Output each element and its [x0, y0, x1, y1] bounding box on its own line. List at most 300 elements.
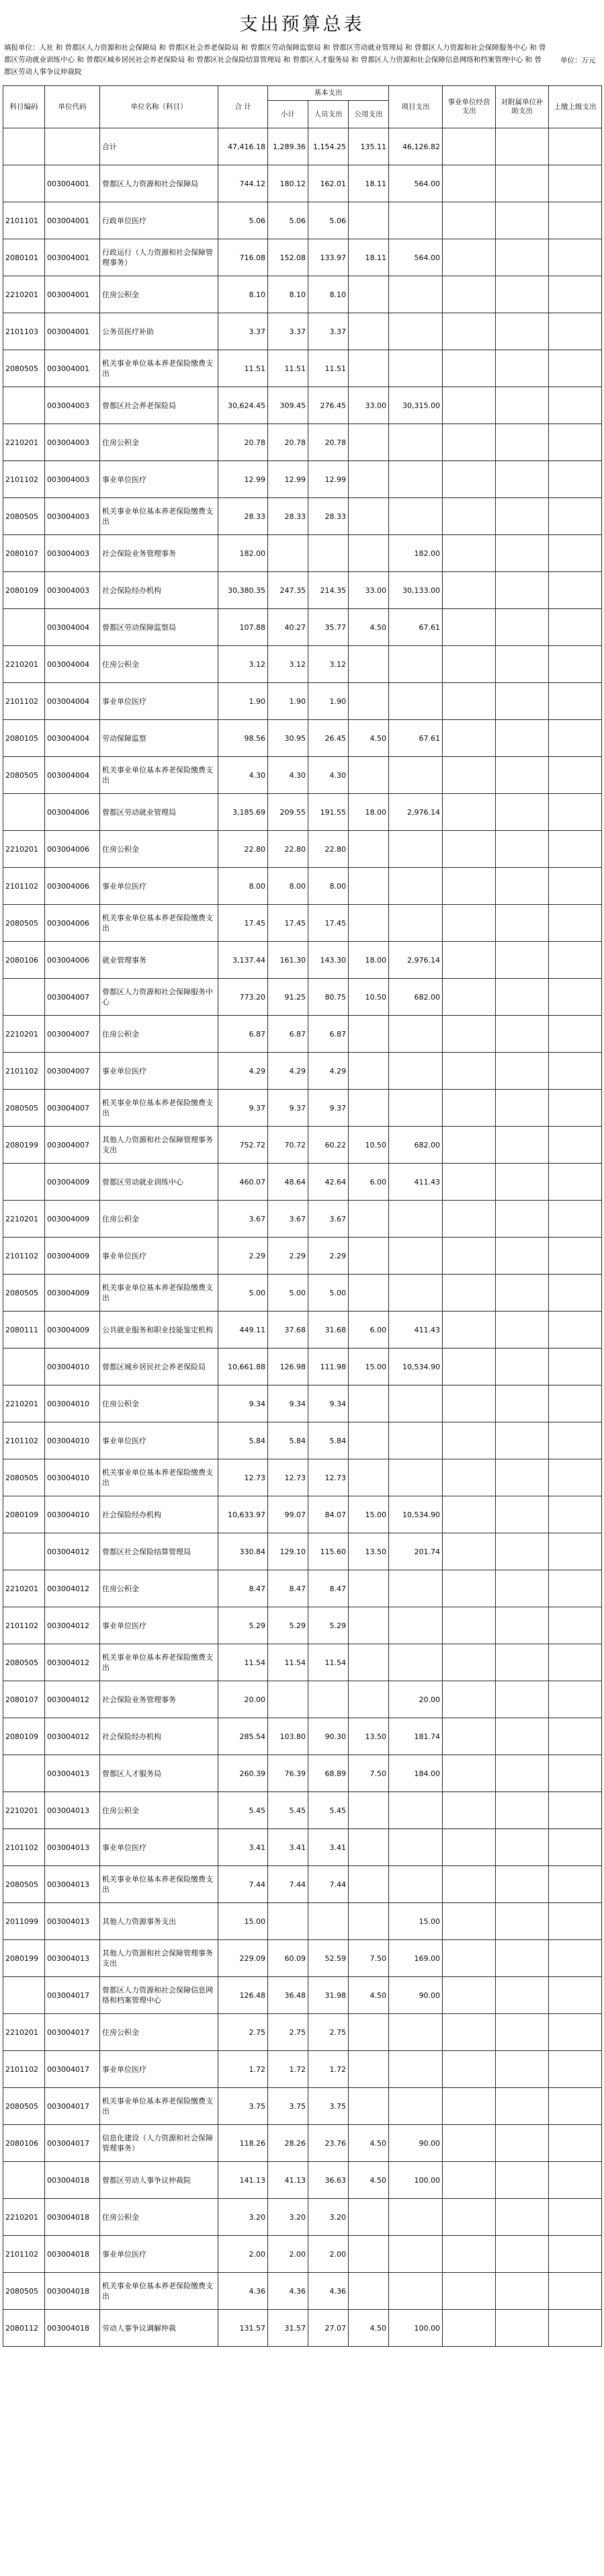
subsidy-cell: [496, 1718, 549, 1755]
table-row: [3, 1238, 602, 1275]
personnel-cell: 7.44: [308, 1866, 349, 1903]
table-row: [3, 1792, 602, 1829]
unit-name-cell: 住房公积金: [100, 646, 218, 683]
personnel-cell: 3.67: [308, 1201, 349, 1238]
business-cell: [443, 1829, 496, 1866]
unit-code-cell: 003004012: [45, 1570, 100, 1607]
upper-cell: [549, 1755, 602, 1792]
personnel-cell: 12.73: [308, 1459, 349, 1496]
table-row: [3, 1201, 602, 1238]
upper-cell: [549, 1903, 602, 1940]
public-cell: [349, 757, 389, 794]
subject-code-cell: 2210201: [3, 424, 45, 461]
upper-cell: [549, 2014, 602, 2051]
subsidy-cell: [496, 1459, 549, 1496]
subtotal-cell: 76.39: [268, 1755, 308, 1792]
business-cell: [443, 1349, 496, 1385]
unit-code-cell: 003004018: [45, 2273, 100, 2310]
header-project: 项目支出: [389, 86, 443, 128]
total-cell: 30,624.45: [218, 387, 268, 424]
total-cell: 8.47: [218, 1570, 268, 1607]
business-cell: [443, 498, 496, 535]
unit-code-cell: 003004001: [45, 239, 100, 276]
public-cell: [349, 2199, 389, 2236]
public-cell: [349, 868, 389, 905]
public-cell: [349, 1053, 389, 1090]
upper-cell: [549, 1940, 602, 1977]
unit-code-cell: 003004010: [45, 1422, 100, 1459]
project-cell: [389, 868, 443, 905]
unit-code-cell: 003004010: [45, 1349, 100, 1385]
unit-name-cell: 住房公积金: [100, 1201, 218, 1238]
unit-code-cell: 003004009: [45, 1164, 100, 1201]
public-cell: [349, 1792, 389, 1829]
business-cell: [443, 979, 496, 1016]
business-cell: [443, 2051, 496, 2088]
table-row: [3, 1349, 602, 1385]
subject-code-cell: [3, 1977, 45, 2014]
unit-name-cell: 机关事业单位基本养老保险缴费支出: [100, 1644, 218, 1681]
personnel-cell: 276.45: [308, 387, 349, 424]
public-cell: 13.50: [349, 1533, 389, 1570]
subsidy-cell: [496, 202, 549, 239]
upper-cell: [549, 1275, 602, 1312]
subtotal-cell: 37.68: [268, 1312, 308, 1349]
subsidy-cell: [496, 1422, 549, 1459]
unit-name-cell: 机关事业单位基本养老保险缴费支出: [100, 350, 218, 387]
total-cell: 8.10: [218, 276, 268, 313]
public-cell: [349, 1201, 389, 1238]
public-cell: 4.50: [349, 609, 389, 646]
header-business: 事业单位经营支出: [443, 86, 496, 128]
unit-name-cell: 住房公积金: [100, 831, 218, 868]
unit-name-cell: 社会保险经办机构: [100, 1496, 218, 1533]
business-cell: [443, 202, 496, 239]
personnel-cell: 17.45: [308, 905, 349, 942]
unit-code-cell: 003004003: [45, 387, 100, 424]
subtotal-cell: 1.90: [268, 683, 308, 720]
unit-name-cell: 住房公积金: [100, 276, 218, 313]
unit-code-cell: 003004018: [45, 2310, 100, 2347]
total-cell: 5.00: [218, 1275, 268, 1312]
business-cell: [443, 2236, 496, 2273]
total-cell: 3.67: [218, 1201, 268, 1238]
unit-name-cell: 曾都区劳动保障监察局: [100, 609, 218, 646]
personnel-cell: 22.80: [308, 831, 349, 868]
subsidy-cell: [496, 165, 549, 202]
table-row: [3, 1866, 602, 1903]
subject-code-cell: 2101102: [3, 2051, 45, 2088]
subtotal-cell: 40.27: [268, 609, 308, 646]
subject-code-cell: 2080106: [3, 2125, 45, 2162]
table-row: [3, 2162, 602, 2199]
upper-cell: [549, 128, 602, 165]
subtotal-cell: 11.54: [268, 1644, 308, 1681]
unit-code-cell: 003004006: [45, 794, 100, 831]
unit-code-cell: 003004017: [45, 1977, 100, 2014]
public-cell: 7.50: [349, 1940, 389, 1977]
subtotal-cell: 247.35: [268, 572, 308, 609]
public-cell: [349, 461, 389, 498]
subject-code-cell: 2080109: [3, 1718, 45, 1755]
project-cell: [389, 1016, 443, 1053]
total-cell: 141.13: [218, 2162, 268, 2199]
header-subsidy: 对附属单位补助支出: [496, 86, 549, 128]
total-cell: 28.33: [218, 498, 268, 535]
total-cell: 10,661.88: [218, 1349, 268, 1385]
unit-code-cell: 003004013: [45, 1866, 100, 1903]
total-cell: 131.57: [218, 2310, 268, 2347]
total-cell: 4.36: [218, 2273, 268, 2310]
project-cell: [389, 2088, 443, 2125]
total-cell: 11.51: [218, 350, 268, 387]
upper-cell: [549, 1238, 602, 1275]
unit-code-cell: 003004003: [45, 572, 100, 609]
business-cell: [443, 424, 496, 461]
table-body: [3, 128, 602, 2347]
table-row: [3, 1829, 602, 1866]
subtotal-cell: 5.45: [268, 1792, 308, 1829]
upper-cell: [549, 794, 602, 831]
unit-name-cell: 机关事业单位基本养老保险缴费支出: [100, 498, 218, 535]
total-cell: 2.00: [218, 2236, 268, 2273]
unit-label: 单位：万元: [560, 56, 596, 65]
personnel-cell: 143.30: [308, 942, 349, 979]
subtotal-cell: 8.10: [268, 276, 308, 313]
total-cell: 12.99: [218, 461, 268, 498]
project-cell: 46,126.82: [389, 128, 443, 165]
unit-name-cell: 住房公积金: [100, 424, 218, 461]
business-cell: [443, 942, 496, 979]
unit-code-cell: 003004017: [45, 2014, 100, 2051]
table-row: [3, 128, 602, 165]
unit-name-cell: 机关事业单位基本养老保险缴费支出: [100, 905, 218, 942]
unit-code-cell: 003004004: [45, 683, 100, 720]
personnel-cell: 36.63: [308, 2162, 349, 2199]
upper-cell: [549, 1312, 602, 1349]
subject-code-cell: 2101102: [3, 2236, 45, 2273]
unit-name-cell: 事业单位医疗: [100, 1829, 218, 1866]
subject-code-cell: 2080505: [3, 1866, 45, 1903]
unit-code-cell: 003004013: [45, 1829, 100, 1866]
subsidy-cell: [496, 387, 549, 424]
business-cell: [443, 720, 496, 757]
unit-name-cell: 事业单位医疗: [100, 461, 218, 498]
unit-name-cell: 机关事业单位基本养老保险缴费支出: [100, 2273, 218, 2310]
subsidy-cell: [496, 1312, 549, 1349]
upper-cell: [549, 2236, 602, 2273]
unit-code-cell: 003004012: [45, 1607, 100, 1644]
upper-cell: [549, 313, 602, 350]
project-cell: [389, 1201, 443, 1238]
personnel-cell: 191.55: [308, 794, 349, 831]
table-row: [3, 2014, 602, 2051]
subsidy-cell: [496, 1201, 549, 1238]
subject-code-cell: 2080505: [3, 1459, 45, 1496]
subtotal-cell: 91.25: [268, 979, 308, 1016]
subtotal-cell: 22.80: [268, 831, 308, 868]
public-cell: 4.50: [349, 2310, 389, 2347]
personnel-cell: 1.90: [308, 683, 349, 720]
public-cell: [349, 1238, 389, 1275]
project-cell: 90.00: [389, 2125, 443, 2162]
total-cell: 3,185.69: [218, 794, 268, 831]
project-cell: 10,534.90: [389, 1349, 443, 1385]
project-cell: 181.74: [389, 1718, 443, 1755]
total-cell: 4.29: [218, 1053, 268, 1090]
unit-code-cell: 003004009: [45, 1275, 100, 1312]
subtotal-cell: 8.00: [268, 868, 308, 905]
upper-cell: [549, 1422, 602, 1459]
upper-cell: [549, 1866, 602, 1903]
subtotal-cell: 5.29: [268, 1607, 308, 1644]
subsidy-cell: [496, 2125, 549, 2162]
subtotal-cell: 60.09: [268, 1940, 308, 1977]
public-cell: [349, 276, 389, 313]
subtotal-cell: 70.72: [268, 1127, 308, 1164]
business-cell: [443, 1792, 496, 1829]
header-subject-code: 科目编码: [3, 86, 45, 128]
table-row: [3, 646, 602, 683]
project-cell: [389, 1459, 443, 1496]
subtotal-cell: 41.13: [268, 2162, 308, 2199]
subject-code-cell: 2080505: [3, 350, 45, 387]
public-cell: [349, 424, 389, 461]
subsidy-cell: [496, 1016, 549, 1053]
unit-name-cell: 社会保险业务管理事务: [100, 1681, 218, 1718]
unit-name-cell: 行政单位医疗: [100, 202, 218, 239]
subtotal-cell: 3.67: [268, 1201, 308, 1238]
public-cell: [349, 905, 389, 942]
project-cell: [389, 1090, 443, 1127]
business-cell: [443, 609, 496, 646]
table-row: [3, 2199, 602, 2236]
subsidy-cell: [496, 1053, 549, 1090]
personnel-cell: 60.22: [308, 1127, 349, 1164]
unit-code-cell: 003004004: [45, 757, 100, 794]
table-row: [3, 1940, 602, 1977]
upper-cell: [549, 1792, 602, 1829]
unit-name-cell: 曾都区劳动人事争议仲裁院: [100, 2162, 218, 2199]
unit-name-cell: 劳动人事争议调解仲裁: [100, 2310, 218, 2347]
upper-cell: [549, 1127, 602, 1164]
project-cell: 2,976.14: [389, 942, 443, 979]
public-cell: [349, 1459, 389, 1496]
subtotal-cell: 180.12: [268, 165, 308, 202]
subtotal-cell: 4.29: [268, 1053, 308, 1090]
subtotal-cell: 209.55: [268, 794, 308, 831]
public-cell: 10.50: [349, 1127, 389, 1164]
business-cell: [443, 1977, 496, 2014]
subsidy-cell: [496, 1940, 549, 1977]
business-cell: [443, 2014, 496, 2051]
project-cell: [389, 1275, 443, 1312]
table-row: [3, 1164, 602, 1201]
subsidy-cell: [496, 2162, 549, 2199]
table-row: [3, 1422, 602, 1459]
subsidy-cell: [496, 1090, 549, 1127]
upper-cell: [549, 646, 602, 683]
business-cell: [443, 1127, 496, 1164]
upper-cell: [549, 1349, 602, 1385]
subtotal-cell: 31.57: [268, 2310, 308, 2347]
public-cell: [349, 1903, 389, 1940]
upper-cell: [549, 424, 602, 461]
subject-code-cell: 2080107: [3, 535, 45, 572]
upper-cell: [549, 1570, 602, 1607]
subtotal-cell: 6.87: [268, 1016, 308, 1053]
personnel-cell: 8.10: [308, 276, 349, 313]
subtotal-cell: 17.45: [268, 905, 308, 942]
project-cell: 184.00: [389, 1755, 443, 1792]
subtotal-cell: 8.47: [268, 1570, 308, 1607]
page-title: 支出预算总表: [239, 14, 365, 35]
unit-code-cell: 003004003: [45, 535, 100, 572]
unit-name-cell: 信息化建设（人力资源和社会保障管理事务）: [100, 2125, 218, 2162]
unit-code-cell: 003004010: [45, 1496, 100, 1533]
unit-name-cell: 社会保险经办机构: [100, 572, 218, 609]
subtotal-cell: 161.30: [268, 942, 308, 979]
unit-name-cell: 住房公积金: [100, 2014, 218, 2051]
subject-code-cell: [3, 1349, 45, 1385]
table-row: [3, 1312, 602, 1349]
business-cell: [443, 1681, 496, 1718]
subject-code-cell: 2210201: [3, 646, 45, 683]
subtotal-cell: 129.10: [268, 1533, 308, 1570]
business-cell: [443, 1903, 496, 1940]
personnel-cell: 31.68: [308, 1312, 349, 1349]
unit-name-cell: 住房公积金: [100, 2199, 218, 2236]
project-cell: 90.00: [389, 1977, 443, 2014]
business-cell: [443, 128, 496, 165]
total-cell: 30,380.35: [218, 572, 268, 609]
unit-name-cell: 住房公积金: [100, 1570, 218, 1607]
total-cell: 15.00: [218, 1903, 268, 1940]
public-cell: [349, 2236, 389, 2273]
subtotal-cell: 12.73: [268, 1459, 308, 1496]
subtotal-cell: 126.98: [268, 1349, 308, 1385]
unit-name-cell: 就业管理事务: [100, 942, 218, 979]
table-row: [3, 2088, 602, 2125]
upper-cell: [549, 276, 602, 313]
public-cell: 6.00: [349, 1164, 389, 1201]
unit-name-cell: 事业单位医疗: [100, 1607, 218, 1644]
project-cell: [389, 2199, 443, 2236]
upper-cell: [549, 1977, 602, 2014]
public-cell: 6.00: [349, 1312, 389, 1349]
unit-code-cell: 003004001: [45, 202, 100, 239]
project-cell: [389, 1607, 443, 1644]
unit-code-cell: 003004017: [45, 2088, 100, 2125]
subsidy-cell: [496, 128, 549, 165]
table-row: [3, 1053, 602, 1090]
unit-name-cell: 事业单位医疗: [100, 683, 218, 720]
public-cell: 4.50: [349, 2125, 389, 2162]
unit-name-cell: 曾都区劳动就业管理局: [100, 794, 218, 831]
business-cell: [443, 2162, 496, 2199]
public-cell: [349, 646, 389, 683]
personnel-cell: 115.60: [308, 1533, 349, 1570]
personnel-cell: 162.01: [308, 165, 349, 202]
project-cell: 67.61: [389, 609, 443, 646]
public-cell: [349, 1681, 389, 1718]
project-cell: [389, 498, 443, 535]
subtotal-cell: 36.48: [268, 1977, 308, 2014]
table-row: [3, 424, 602, 461]
subtotal-cell: 11.51: [268, 350, 308, 387]
total-cell: 7.44: [218, 1866, 268, 1903]
business-cell: [443, 831, 496, 868]
header-unit-name: 单位名称（科目）: [100, 86, 218, 128]
subtotal-cell: 3.75: [268, 2088, 308, 2125]
table-row: [3, 609, 602, 646]
total-cell: 10,633.97: [218, 1496, 268, 1533]
unit-code-cell: 003004018: [45, 2236, 100, 2273]
personnel-cell: 68.89: [308, 1755, 349, 1792]
upper-cell: [549, 2273, 602, 2310]
upper-cell: [549, 1496, 602, 1533]
total-cell: 6.87: [218, 1016, 268, 1053]
personnel-cell: 3.41: [308, 1829, 349, 1866]
business-cell: [443, 1533, 496, 1570]
project-cell: [389, 2051, 443, 2088]
table-row: [3, 1977, 602, 2014]
unit-code-cell: 003004009: [45, 1201, 100, 1238]
subsidy-cell: [496, 2051, 549, 2088]
subtotal-cell: 5.00: [268, 1275, 308, 1312]
upper-cell: [549, 2088, 602, 2125]
subject-code-cell: 2210201: [3, 831, 45, 868]
table-row: [3, 165, 602, 202]
subject-code-cell: 2080505: [3, 498, 45, 535]
subtotal-cell: 12.99: [268, 461, 308, 498]
subtotal-cell: [268, 535, 308, 572]
unit-code-cell: 003004006: [45, 905, 100, 942]
upper-cell: [549, 1459, 602, 1496]
table-row: [3, 1533, 602, 1570]
personnel-cell: 52.59: [308, 1940, 349, 1977]
public-cell: [349, 2088, 389, 2125]
subsidy-cell: [496, 1977, 549, 2014]
subject-code-cell: [3, 2162, 45, 2199]
total-cell: 11.54: [218, 1644, 268, 1681]
subsidy-cell: [496, 2014, 549, 2051]
table-row: [3, 1755, 602, 1792]
subject-code-cell: 2210201: [3, 2199, 45, 2236]
upper-cell: [549, 572, 602, 609]
personnel-cell: [308, 1681, 349, 1718]
subsidy-cell: [496, 535, 549, 572]
unit-code-cell: 003004007: [45, 1053, 100, 1090]
personnel-cell: 2.29: [308, 1238, 349, 1275]
public-cell: [349, 313, 389, 350]
subsidy-cell: [496, 1238, 549, 1275]
subject-code-cell: [3, 1755, 45, 1792]
upper-cell: [549, 2051, 602, 2088]
subject-code-cell: 2101101: [3, 202, 45, 239]
subtotal-cell: 103.80: [268, 1718, 308, 1755]
business-cell: [443, 1238, 496, 1275]
subject-code-cell: 2080505: [3, 905, 45, 942]
subject-code-cell: 2080505: [3, 757, 45, 794]
project-cell: 411.43: [389, 1164, 443, 1201]
project-cell: [389, 1385, 443, 1422]
public-cell: [349, 1570, 389, 1607]
subsidy-cell: [496, 313, 549, 350]
unit-name-cell: 行政运行（人力资源和社会保障管理事务）: [100, 239, 218, 276]
subject-code-cell: 2080109: [3, 1496, 45, 1533]
unit-code-cell: 003004007: [45, 1127, 100, 1164]
